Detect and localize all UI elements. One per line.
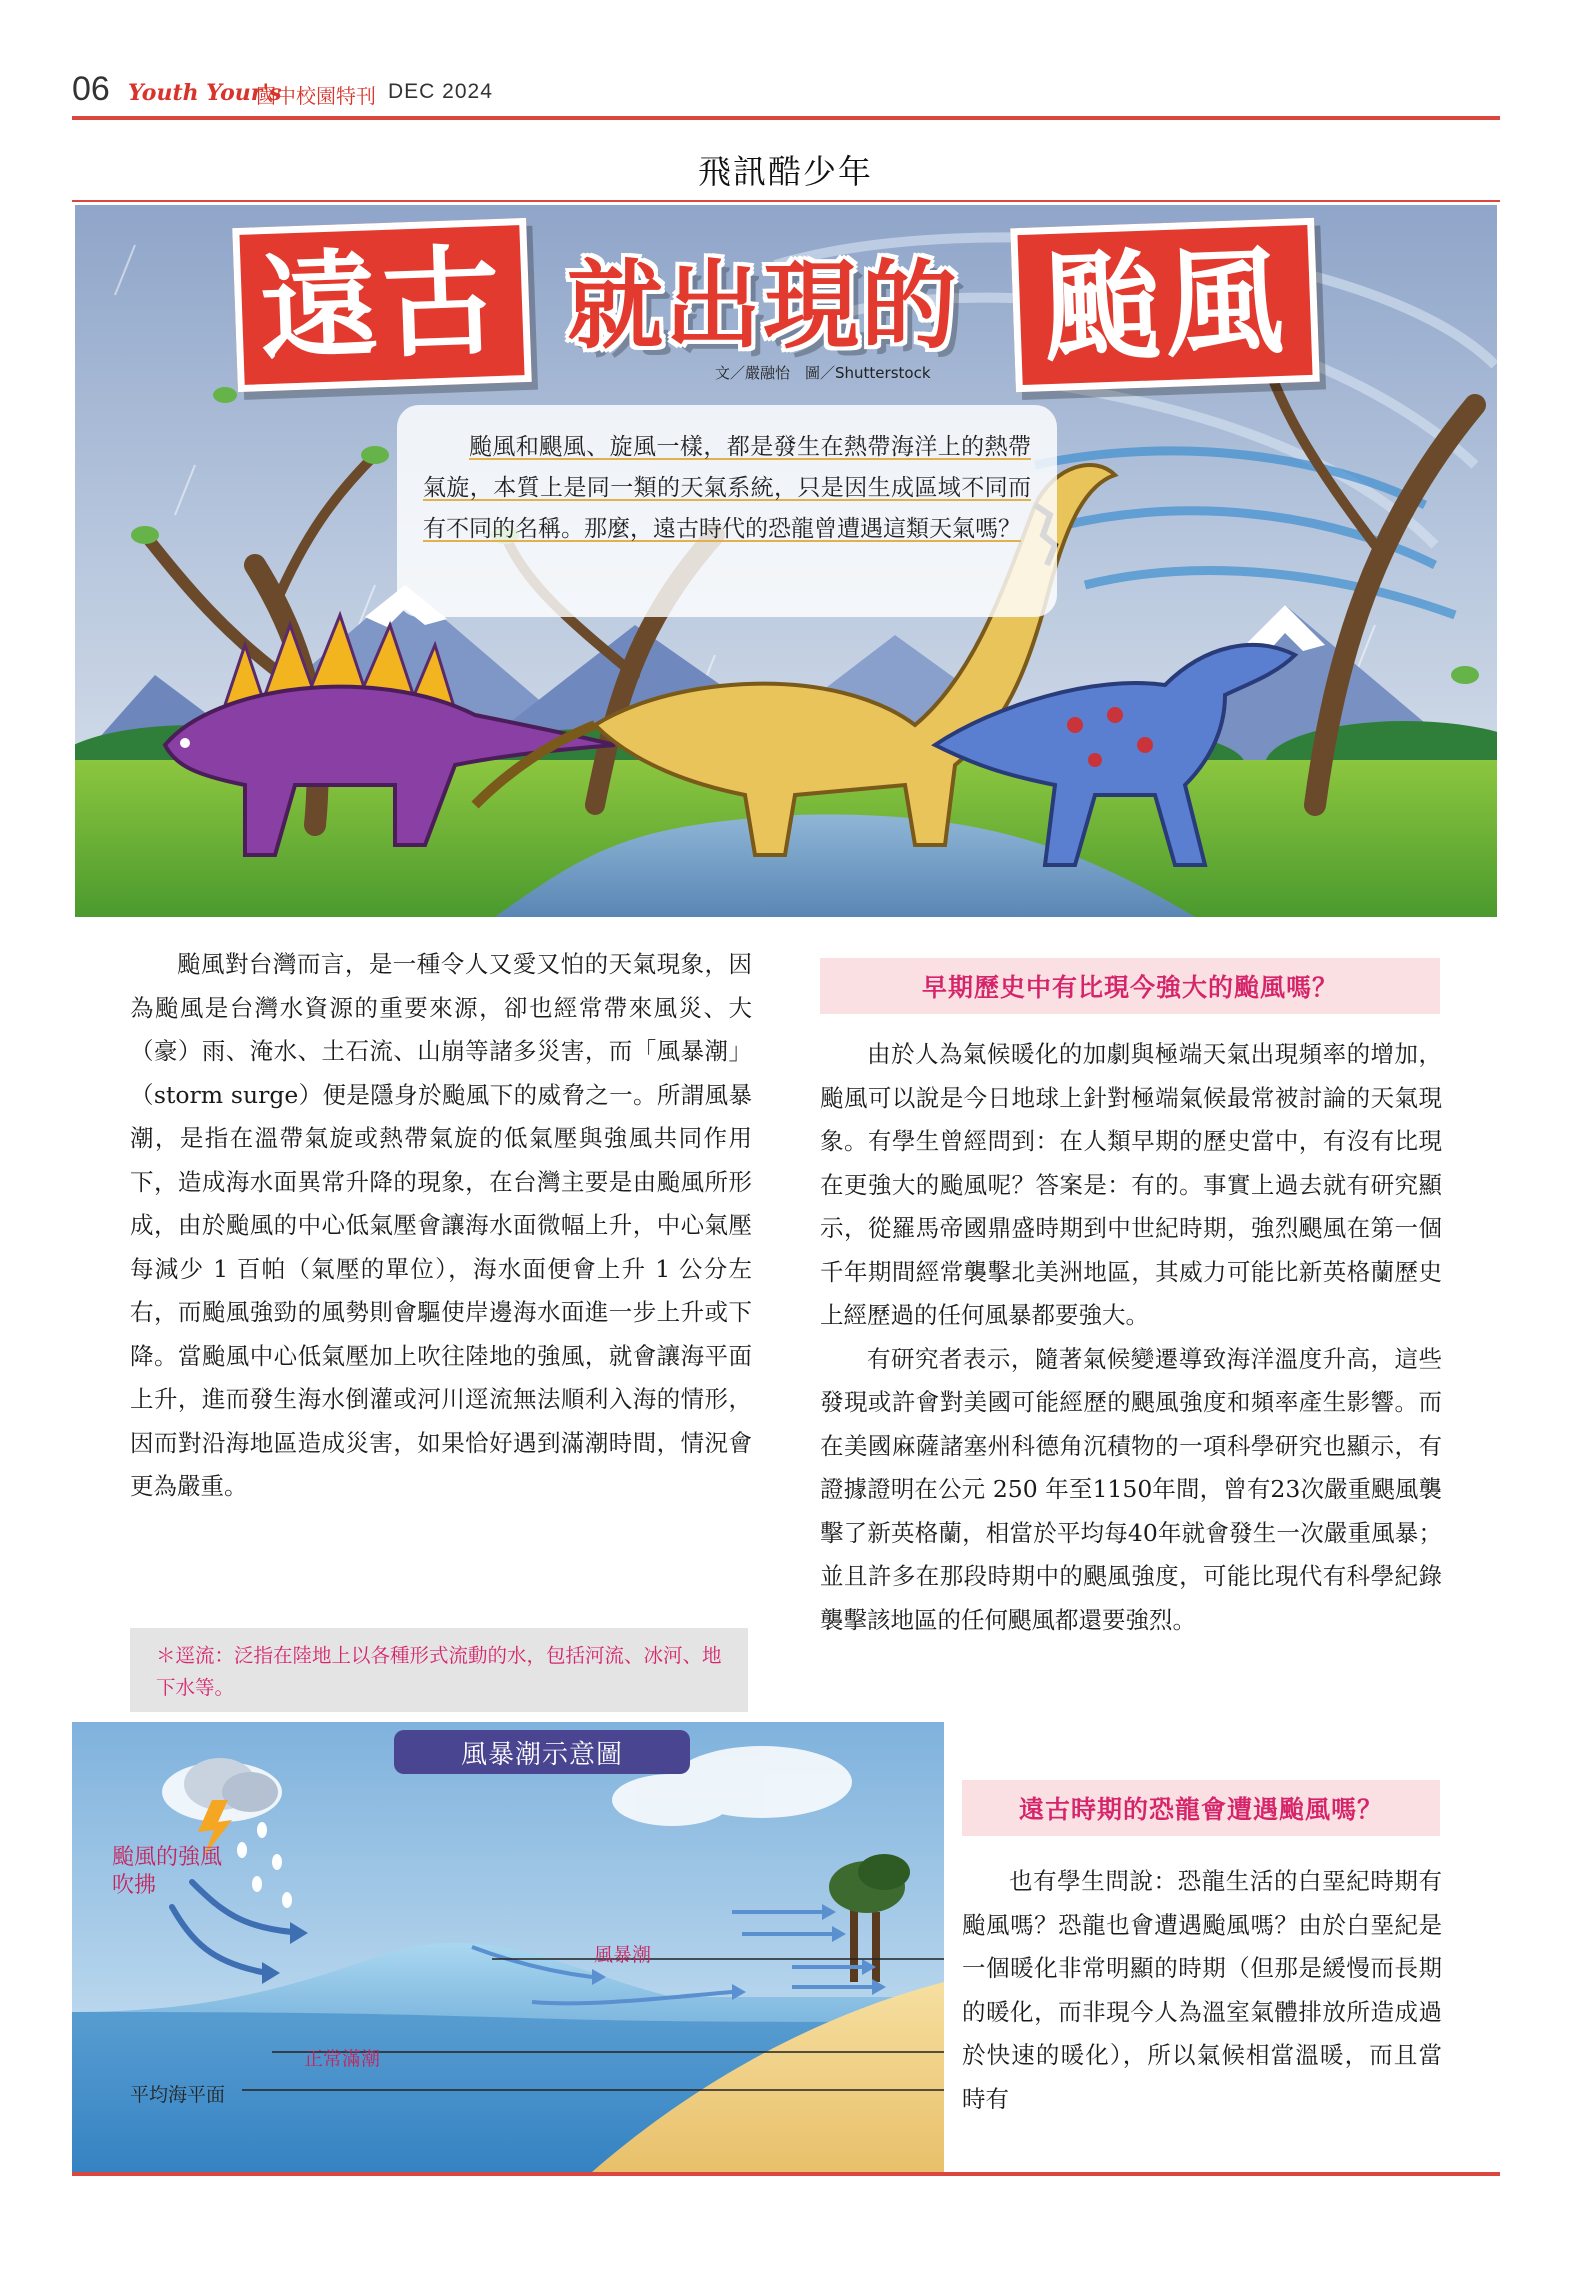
section1-paragraph-2: 有研究者表示，隨著氣候變遷導致海洋溫度升高，這些發現或許會對美國可能經歷的颶風強度和頻率產生影響。而在美國麻薩諸塞州科德角沉積物的一項科學研究也顯示，有證據證明在公元 250 年至1150年間，曾有23次嚴重颶風襲擊了新英格蘭，相當於平均每40年就會發生一次嚴重風暴；並且許多在那段時期中的颶風強度，可能比現代有科學紀錄襲擊該地區的任何颶風都還要強烈。	[820, 1344, 1442, 1634]
title-block-right	[1010, 218, 1320, 393]
publication-date: DEC 2024	[388, 80, 493, 103]
footnote-box: ＊逕流：泛指在陸地上以各種形式流動的水，包括河流、冰河、地下水等。	[130, 1628, 748, 1712]
page-number: 06	[72, 70, 110, 108]
section2-paragraph-1: 也有學生問說：恐龍生活的白堊紀時期有颱風嗎？恐龍也會遭遇颱風嗎？由於白堊紀是一個暖化非常明顯的時期（但那是緩慢而長期的暖化，而非現今人為溫室氣體排放所造成過於快速的暖化），所以氣候相當溫暖，而且當時有	[962, 1867, 1442, 2113]
label-normal-high-tide: 正常滿潮	[304, 2048, 381, 2070]
publication-name: 國中校園特刊	[256, 84, 376, 108]
label-mean-sea-level: 平均海平面	[130, 2084, 226, 2106]
title-block-left	[232, 218, 532, 392]
footer-rule	[72, 2172, 1500, 2176]
column-title: 飛訊酷少年	[698, 152, 873, 191]
column-rule	[72, 200, 1500, 202]
brand-logo: Youth Your's	[128, 80, 282, 106]
section1-paragraph-1: 由於人為氣候暖化的加劇與極端天氣出現頻率的增加，颱風可以說是今日地球上針對極端氣候最常被討論的天氣現象。有學生曾經問到：在人類早期的歷史當中，有沒有比現在更強大的颱風呢？答案是：有的。事實上過去就有研究顯示，從羅馬帝國鼎盛時期到中世紀時期，強烈颶風在第一個千年期間經常襲擊北美洲地區，其威力可能比新英格蘭歷史上經歷過的任何風暴都要強大。	[820, 1040, 1442, 1329]
title-block-middle	[533, 223, 993, 373]
header-rule	[72, 116, 1500, 120]
title-part-3: 颱風	[1040, 231, 1290, 379]
section-heading-2: 遠古時期的恐龍會遭遇颱風嗎？	[962, 1780, 1440, 1836]
intro-box	[397, 405, 1057, 617]
left-paragraph: 颱風對台灣而言，是一種令人又愛又怕的天氣現象，因為颱風是台灣水資源的重要來源，卻也經常帶來風災、大（豪）雨、淹水、土石流、山崩等諸多災害，而「風暴潮」（storm surge）便是隱身於颱風下的威脅之一。所謂風暴潮，是指在溫帶氣旋或熱帶氣旋的低氣壓與強風共同作用下，造成海水面異常升降的現象，在台灣主要是由颱風所形成，由於颱風的中心低氣壓會讓海水面微幅上升，中心氣壓每減少 1 百帕（氣壓的單位），海水面便會上升 1 公分左右，而颱風強勁的風勢則會驅使岸邊海水面進一步上升或下降。當颱風中心低氣壓加上吹往陸地的強風，就會讓海平面上升，進而發生海水倒灌或河川逕流無法順利入海的情形，因而對沿海地區造成災害，如果恰好遇到滿潮時間，情況會更為嚴重。	[130, 950, 752, 1500]
hero-illustration	[75, 205, 1497, 917]
section1-body	[820, 1033, 1442, 1642]
label-strong-wind: 颱風的強風吹拂	[112, 1845, 223, 1898]
storm-surge-diagram	[72, 1722, 944, 2172]
section-heading-1: 早期歷史中有比現今強大的颱風嗎？	[820, 958, 1440, 1014]
title-part-2: 就出現的	[567, 249, 959, 362]
diagram-title: 風暴潮示意圖	[394, 1730, 690, 1774]
intro-text	[423, 427, 1031, 550]
intro-text-span: 颱風和颶風、旋風一樣，都是發生在熱帶海洋上的熱帶氣旋，本質上是同一類的天氣系統，只是因生成區域不同而有不同的名稱。那麼，遠古時代的恐龍曾遭遇這類天氣嗎？	[423, 434, 1031, 542]
byline-credit: 文／嚴融怡 圖／Shutterstock	[715, 364, 931, 382]
label-storm-surge: 風暴潮	[594, 1944, 652, 1966]
title-part-1: 遠古	[257, 231, 507, 379]
